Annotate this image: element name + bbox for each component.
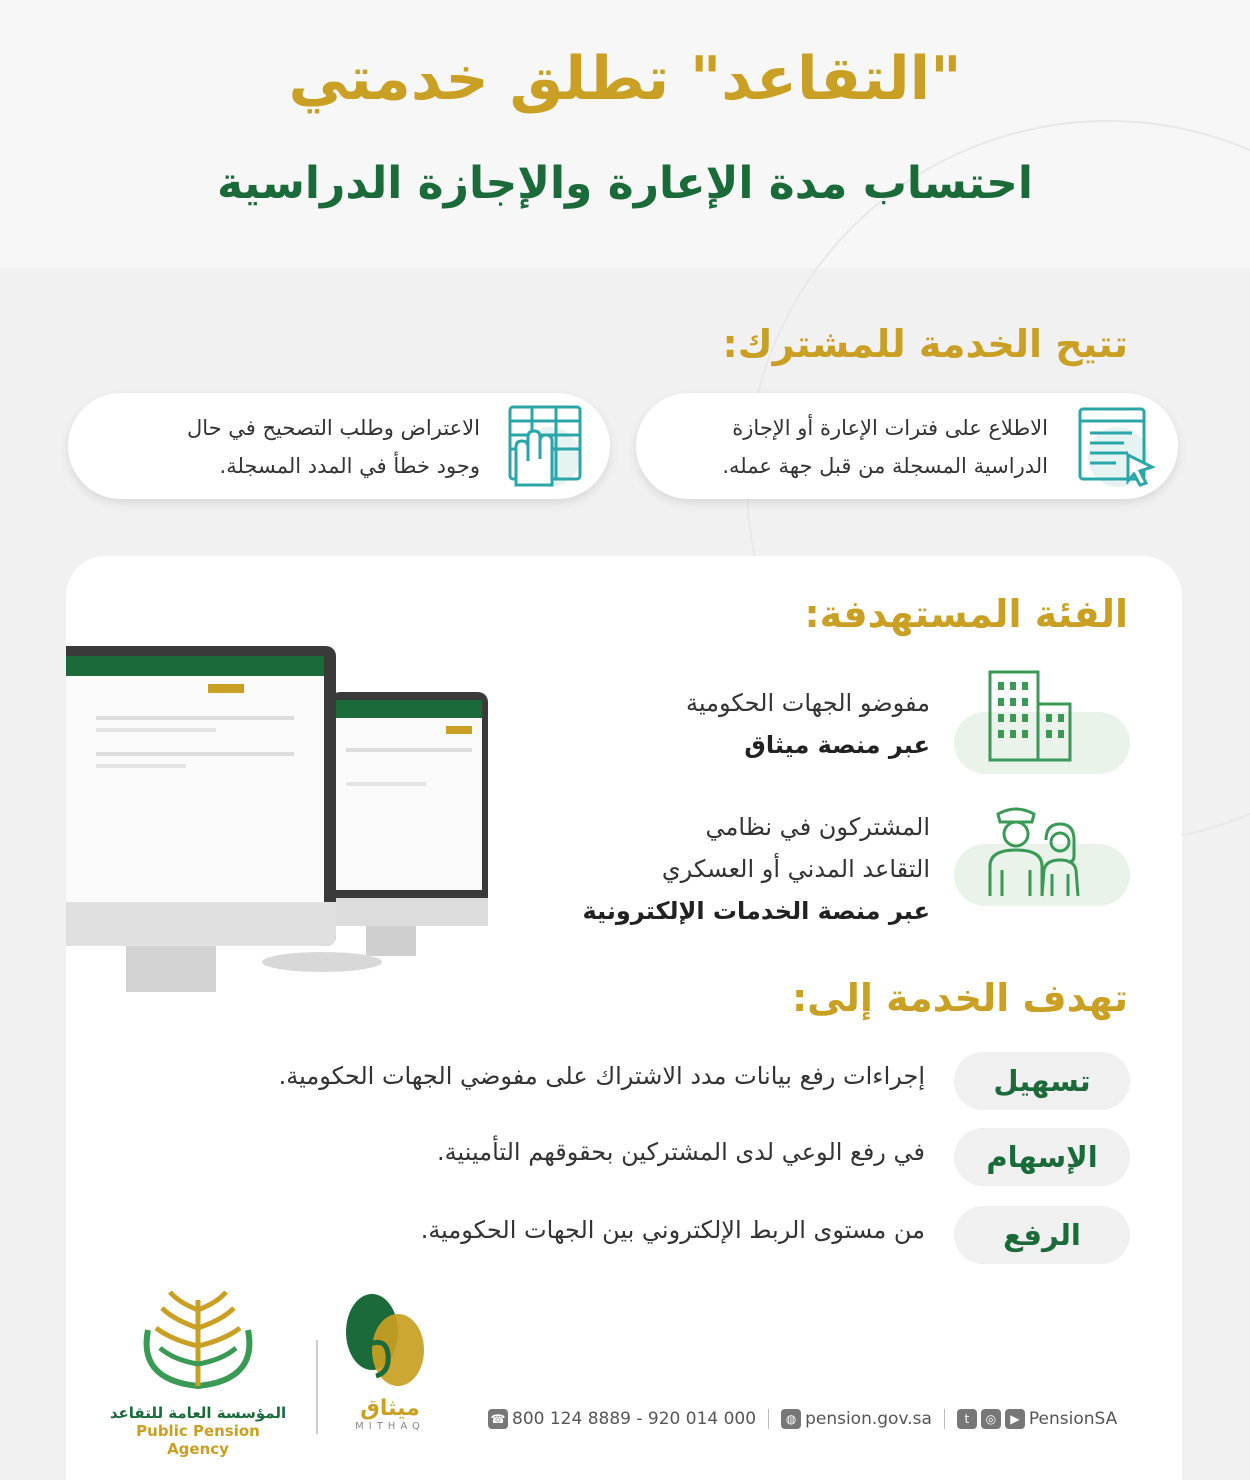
target-line: مفوضو الجهات الحكومية (686, 689, 930, 717)
page-title: "التقاعد" تطلق خدمتي (288, 44, 962, 114)
targets-heading: الفئة المستهدفة: (804, 592, 1128, 636)
feature-text-view (722, 409, 1048, 485)
monitor-back-base (262, 952, 382, 972)
target-text-gov (686, 682, 930, 766)
agency-name-en: Public Pension Agency (136, 1422, 260, 1458)
monitors-illustration (66, 640, 496, 1020)
monitor-front-stand (126, 946, 216, 992)
goal-row (150, 1206, 1130, 1268)
page-subtitle: احتساب مدة الإعارة والإجازة الدراسية (217, 158, 1033, 209)
phone-numbers[interactable]: 800 124 8889 - 920 014 000 (512, 1409, 757, 1429)
feature-line: وجود خطأ في المدد المسجلة. (219, 454, 480, 478)
goal-row (150, 1052, 1130, 1114)
footer-contacts (488, 1404, 1138, 1434)
target-line: المشتركون في نظامي (705, 813, 930, 841)
document-cursor-icon (1070, 401, 1160, 491)
palm-emblem-icon (108, 1290, 288, 1400)
target-line-platform: عبر منصة ميثاق (744, 731, 930, 759)
features-heading: تتيح الخدمة للمشترك: (722, 322, 1128, 366)
goal-label: تسهيل (954, 1052, 1130, 1110)
agency-name-ar: المؤسسة العامة للتقاعد (109, 1404, 287, 1422)
mithaq-logo (340, 1292, 440, 1442)
separator (944, 1409, 945, 1429)
agency-logo (108, 1290, 288, 1458)
goal-row (150, 1128, 1130, 1190)
social-handle[interactable]: PensionSA (1028, 1409, 1118, 1429)
goal-text: إجراءات رفع بيانات مدد الاشتراك على مفوضي الجهات الحكومية. (278, 1062, 925, 1090)
goal-label: الرفع (954, 1206, 1130, 1264)
goal-label: الإسهام (954, 1128, 1130, 1186)
logo-divider (316, 1340, 318, 1434)
feature-card-objection (68, 393, 610, 499)
mithaq-mark-icon (340, 1292, 440, 1392)
target-item-subscribers (570, 800, 1130, 930)
goal-text: في رفع الوعي لدى المشتركين بحقوقهم التأمينية. (436, 1138, 925, 1166)
hand-table-icon (502, 401, 592, 491)
phone-icon: ☎ (488, 1409, 508, 1429)
monitor-back-screen (336, 700, 482, 890)
website-link[interactable]: pension.gov.sa (805, 1409, 932, 1429)
monitor-front-screen (66, 656, 324, 902)
target-item-gov (570, 668, 1130, 778)
monitor-front-chin (66, 902, 336, 946)
monitor-back-stand (366, 926, 416, 956)
globe-icon: ◍ (781, 1409, 801, 1429)
feature-card-view (636, 393, 1178, 499)
goals-heading: تهدف الخدمة إلى: (791, 976, 1128, 1020)
separator (768, 1409, 769, 1429)
youtube-icon[interactable]: ▶ (1005, 1409, 1025, 1429)
feature-text-objection (187, 409, 480, 485)
target-text-subscribers (582, 806, 930, 932)
twitter-icon[interactable]: t (957, 1409, 977, 1429)
instagram-icon[interactable]: ◎ (981, 1409, 1001, 1429)
feature-line: الاعتراض وطلب التصحيح في حال (186, 416, 480, 440)
goal-text: من مستوى الربط الإلكتروني بين الجهات الحكومية. (420, 1216, 925, 1244)
buildings-icon (980, 668, 1080, 764)
target-line: التقاعد المدني أو العسكري (661, 855, 930, 883)
monitor-back-chin (330, 898, 488, 926)
feature-line: الاطلاع على فترات الإعارة أو الإجازة (732, 416, 1048, 440)
feature-line: الدراسية المسجلة من قبل جهة عمله. (722, 454, 1048, 478)
mithaq-name-en: MITHAQ (355, 1421, 425, 1432)
target-line-platform: عبر منصة الخدمات الإلكترونية (582, 897, 930, 925)
mithaq-name-ar: ميثاق (360, 1396, 420, 1421)
people-icon (976, 800, 1086, 900)
